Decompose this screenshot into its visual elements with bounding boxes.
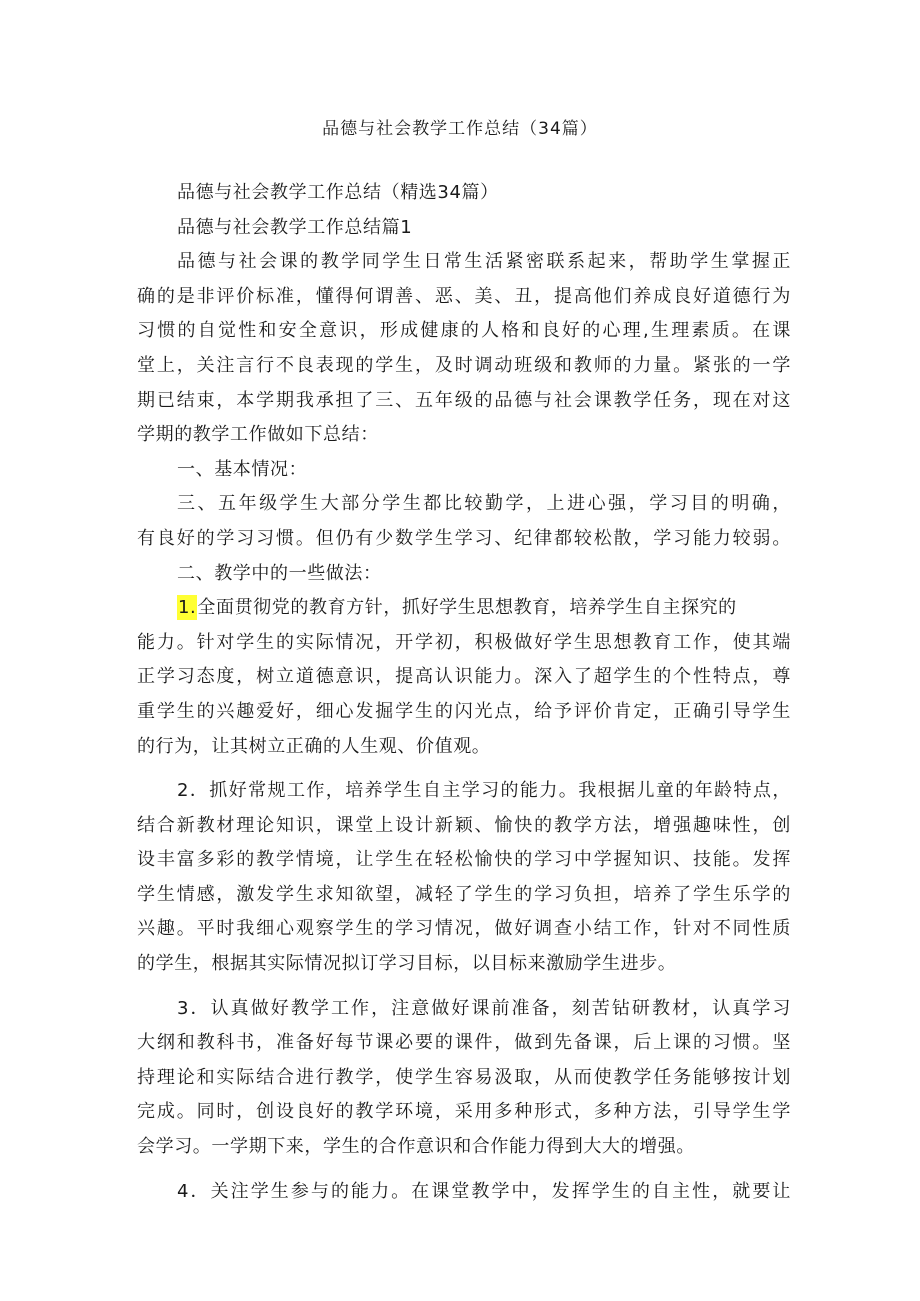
item-4-paragraph	[137, 1175, 791, 1210]
paragraph-line: 有良好的学习习惯。但仍有少数学生学习、纪律都较松散，学习能力较弱。	[137, 527, 791, 549]
paragraph-line: 学生情感，激发学生求知欲望，减轻了学生的学习负担，培养了学生乐学的	[137, 883, 791, 905]
paragraph-line: 结合新教材理论知识，课堂上设计新颖、愉快的教学方法，增强趣味性，创	[137, 814, 791, 836]
paragraph-line: 设丰富多彩的教学情境，让学生在轻松愉快的学习中学握知识、技能。发挥	[137, 849, 791, 871]
heading-basic-situation: 一、基本情况：	[177, 458, 308, 480]
item-1-paragraph	[137, 591, 791, 764]
paragraph-line: 品德与社会课的教学同学生日常生活紧密联系起来，帮助学生掌握正	[177, 251, 791, 273]
paragraph-line: 4．关注学生参与的能力。在课堂教学中，发挥学生的自主性，就要让	[177, 1180, 791, 1202]
document-title: 品德与社会教学工作总结（34篇）	[322, 119, 598, 139]
item-3-paragraph	[137, 992, 791, 1165]
document-subtitle: 品德与社会教学工作总结（精选34篇）	[177, 182, 499, 203]
paragraph-line: 3．认真做好教学工作，注意做好课前准备，刻苦钻研教材，认真学习	[177, 997, 791, 1019]
paragraph-line: 持理论和实际结合进行教学，使学生容易汲取，从而使教学任务能够按计划	[137, 1066, 791, 1088]
paragraph-line: 2．抓好常规工作，培养学生自主学习的能力。我根据儿童的年龄特点，	[177, 780, 791, 802]
paragraph-line	[137, 591, 791, 626]
paragraph-line: 会学习。一学期下来，学生的合作意识和合作能力得到大大的增强。	[137, 1136, 695, 1158]
highlighted-item-number: 1.	[178, 597, 197, 619]
basic-situation-paragraph	[137, 487, 791, 556]
paragraph-line: 正学习态度，树立道德意识，提高认识能力。深入了超学生的个性特点，尊	[137, 666, 791, 688]
item-1-first-line: 全面贯彻党的教育方针，抓好学生思想教育，培养学生自主探究的	[197, 597, 737, 619]
document-body	[137, 176, 791, 1209]
paragraph-line: 堂上，关注言行不良表现的学生，及时调动班级和教师的力量。紧张的一学	[137, 354, 791, 376]
paragraph-line: 三、五年级学生大部分学生都比较勤学，上进心强，学习目的明确，	[177, 493, 791, 515]
paragraph-line: 兴趣。平时我细心观察学生的学习情况，做好调查小结工作，针对不同性质	[137, 918, 791, 940]
paragraph-line: 习惯的自觉性和安全意识，形成健康的人格和良好的心理,生理素质。在课	[137, 320, 791, 342]
paragraph-line: 的学生，根据其实际情况拟订学习目标，以目标来激励学生进步。	[137, 953, 677, 975]
paragraph-line: 大纲和教科书，准备好每节课必要的课件，做到先备课，后上课的习惯。坚	[137, 1032, 791, 1054]
heading-teaching-methods: 二、教学中的一些做法：	[177, 562, 382, 584]
paragraph-line: 完成。同时，创设良好的教学环境，采用多种形式，多种方法，引导学生学	[137, 1101, 791, 1123]
paragraph-line: 能力。针对学生的实际情况，开学初，积极做好学生思想教育工作，使其端	[137, 631, 791, 653]
paragraph-line: 的行为，让其树立正确的人生观、价值观。	[137, 735, 491, 757]
paragraph-line: 学期的教学工作做如下总结：	[137, 424, 379, 446]
paragraph-line: 确的是非评价标准，懂得何谓善、恶、美、丑，提高他们养成良好道德行为	[137, 285, 791, 307]
intro-paragraph	[137, 245, 791, 453]
item-2-paragraph	[137, 774, 791, 982]
paragraph-line: 期已结束，本学期我承担了三、五年级的品德与社会课教学任务，现在对这	[137, 389, 791, 411]
section-heading: 品德与社会教学工作总结篇1	[177, 216, 413, 238]
paragraph-line: 重学生的兴趣爱好，细心发掘学生的闪光点，给予评价肯定，正确引导学生	[137, 700, 791, 722]
